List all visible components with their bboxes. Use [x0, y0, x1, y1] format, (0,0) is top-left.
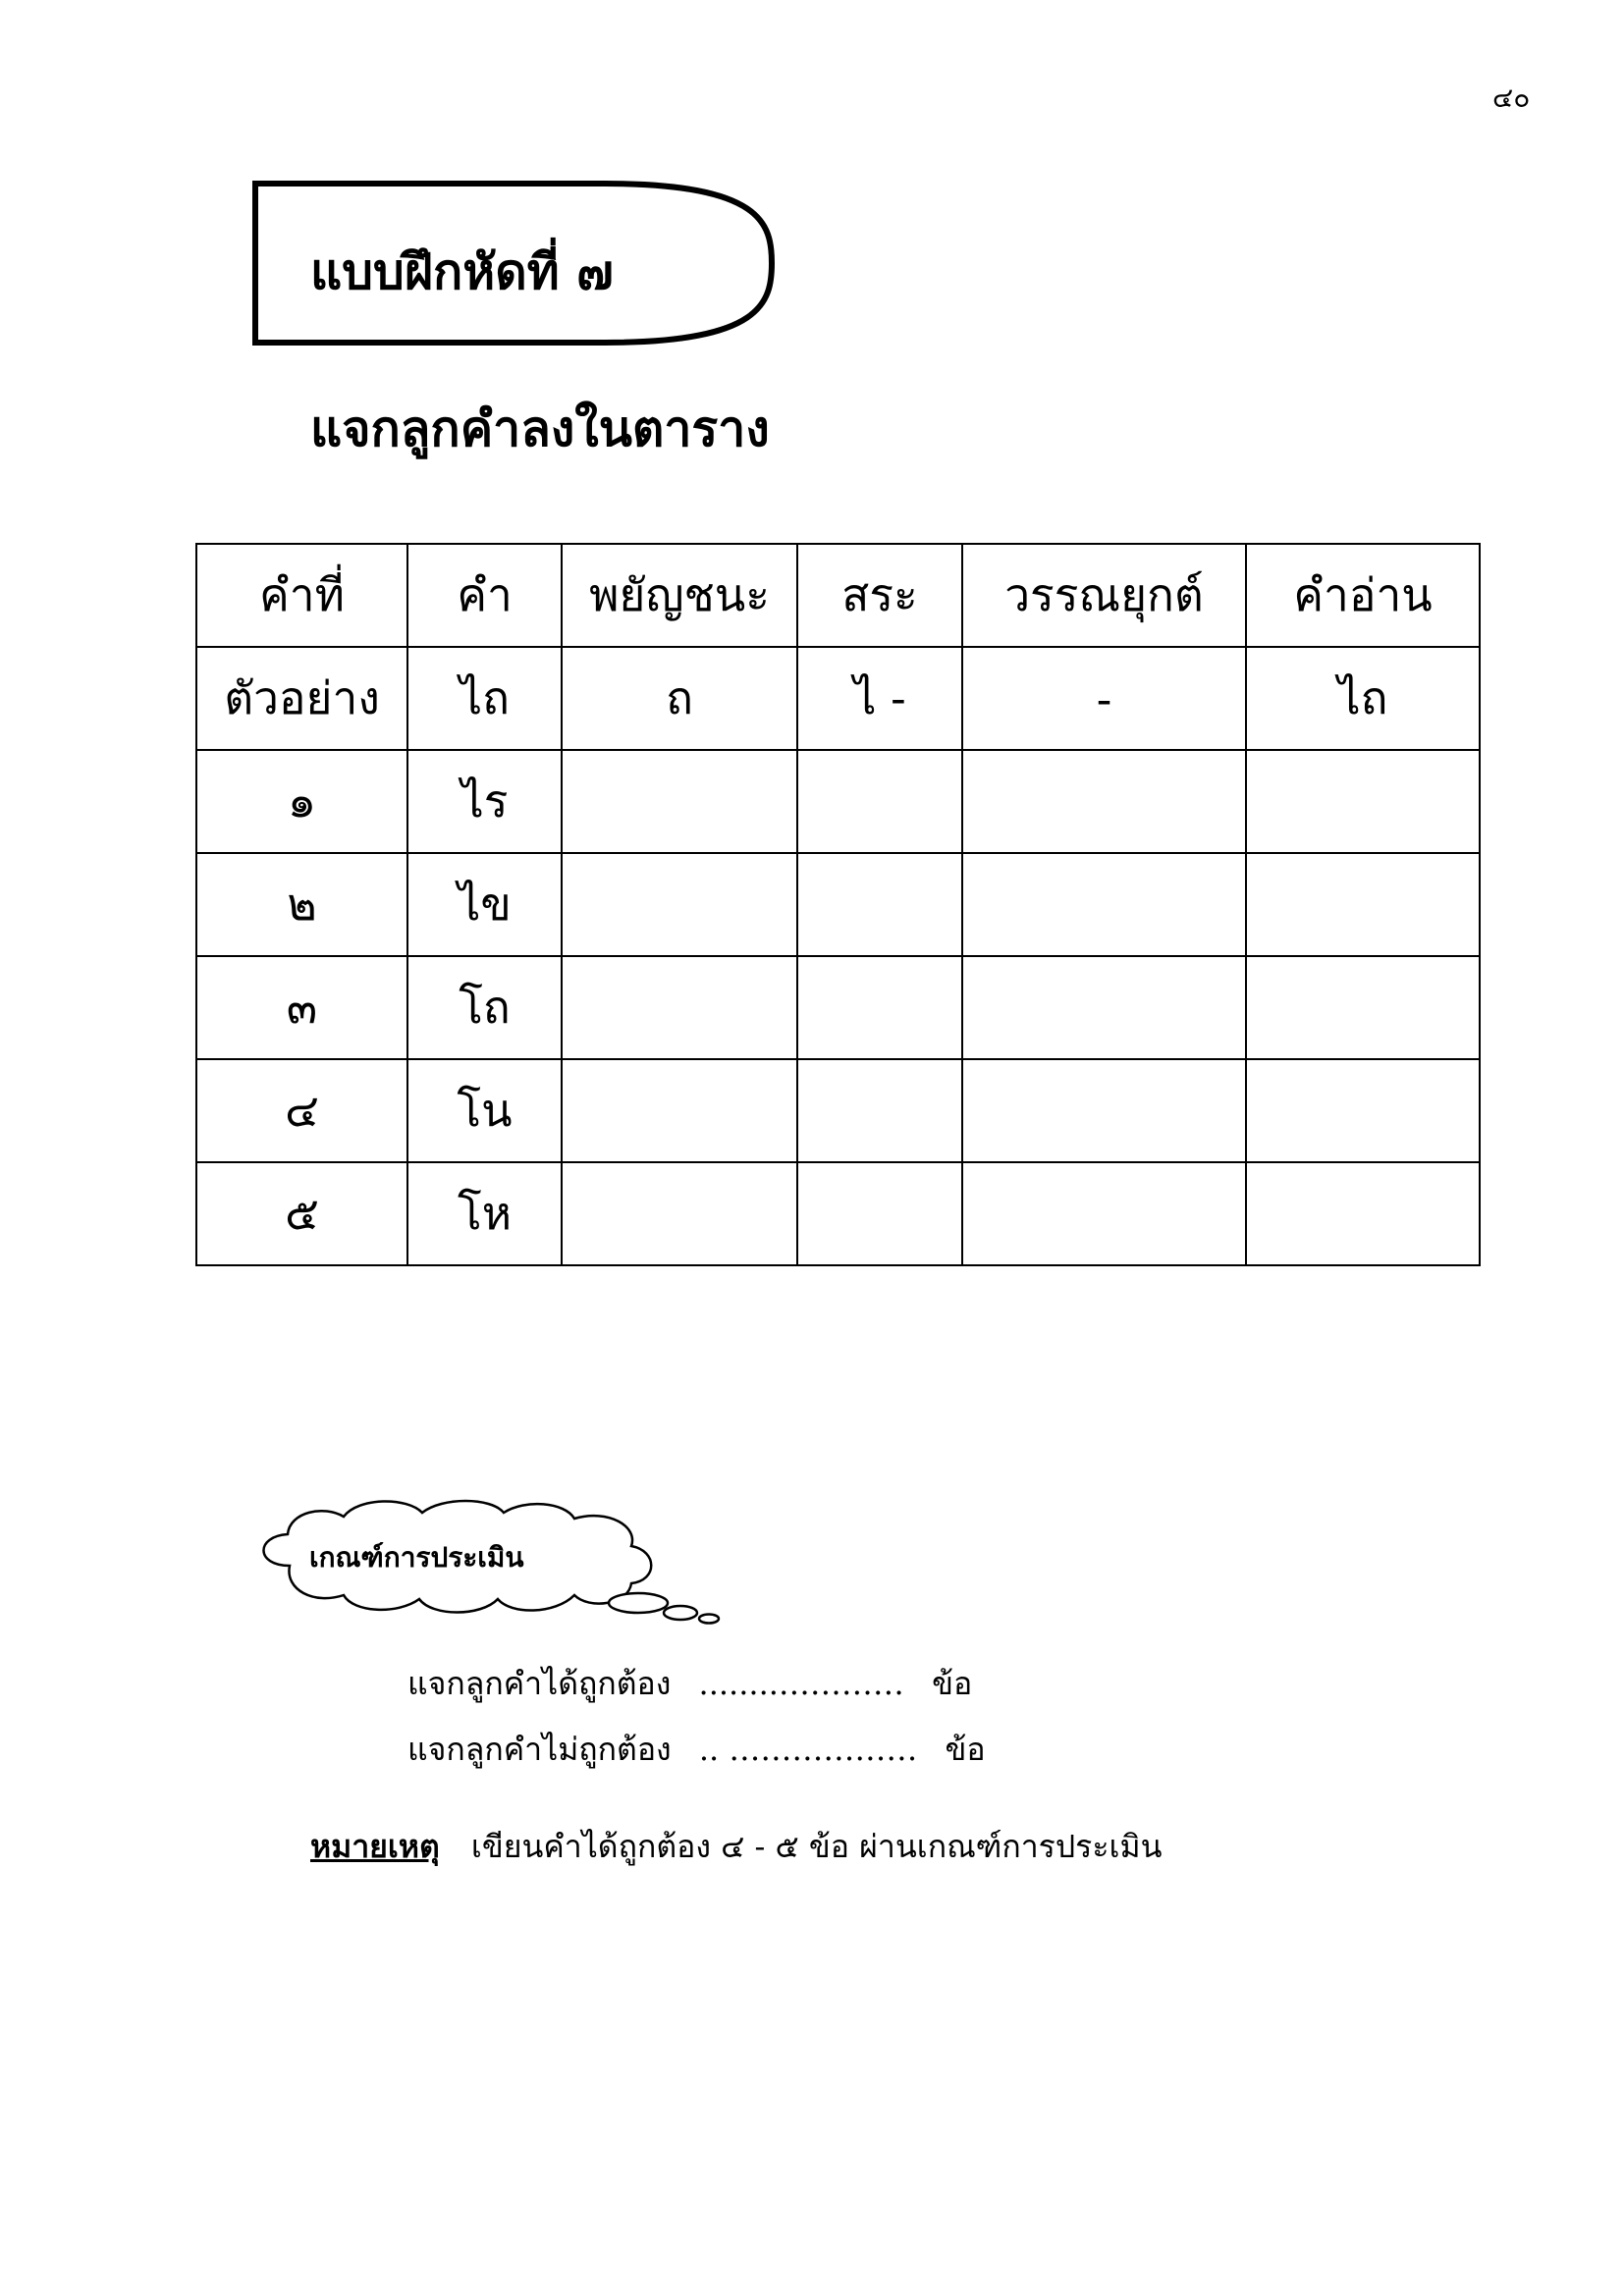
- answer-cell[interactable]: [962, 1059, 1246, 1162]
- criteria-correct-line: [407, 1659, 972, 1709]
- table-row: [196, 1162, 1480, 1265]
- table-row: [196, 956, 1480, 1059]
- table-cell: โถ: [407, 956, 562, 1059]
- answer-cell[interactable]: [797, 750, 962, 853]
- answer-cell[interactable]: [797, 1162, 962, 1265]
- answer-cell[interactable]: [1246, 956, 1480, 1059]
- criteria-incorrect-label: แจกลูกคำไม่ถูกต้อง: [407, 1731, 672, 1768]
- answer-cell[interactable]: [562, 750, 797, 853]
- answer-cell[interactable]: [962, 750, 1246, 853]
- header-cell-vowel: สระ: [797, 544, 962, 647]
- header-cell-pronunciation: คำอ่าน: [1246, 544, 1480, 647]
- table-row: [196, 750, 1480, 853]
- header-cell-consonant: พยัญชนะ: [562, 544, 797, 647]
- criteria-incorrect-unit: ข้อ: [945, 1731, 986, 1768]
- table-cell: ไร: [407, 750, 562, 853]
- criteria-correct-unit: ข้อ: [932, 1665, 973, 1702]
- header-cell-word-number: คำที่: [196, 544, 407, 647]
- answer-cell[interactable]: [1246, 750, 1480, 853]
- table-cell: ไถ: [1246, 647, 1480, 750]
- answer-cell[interactable]: [797, 956, 962, 1059]
- table-row: [196, 853, 1480, 956]
- answer-cell[interactable]: [1246, 1162, 1480, 1265]
- answer-cell[interactable]: [562, 1162, 797, 1265]
- table-cell: ๔: [196, 1059, 407, 1162]
- note-text: เขียนคำได้ถูกต้อง ๔ - ๕ ข้อ ผ่านเกณฑ์การประเมิน: [470, 1828, 1163, 1865]
- answer-cell[interactable]: [962, 1162, 1246, 1265]
- answer-cell[interactable]: [962, 956, 1246, 1059]
- criteria-correct-blank[interactable]: ........…………: [698, 1665, 904, 1702]
- table-cell: ตัวอย่าง: [196, 647, 407, 750]
- table-cell: ไถ: [407, 647, 562, 750]
- table-cell: ๕: [196, 1162, 407, 1265]
- table-cell: ๒: [196, 853, 407, 956]
- table-cell: โน: [407, 1059, 562, 1162]
- table-cell: ๑: [196, 750, 407, 853]
- answer-cell[interactable]: [962, 853, 1246, 956]
- table-row: [196, 1059, 1480, 1162]
- table-cell: โห: [407, 1162, 562, 1265]
- word-breakdown-table: [195, 543, 1481, 1266]
- criteria-correct-label: แจกลูกคำได้ถูกต้อง: [407, 1665, 672, 1702]
- instruction-heading: แจกลูกคำลงในตาราง: [310, 400, 770, 457]
- table-cell: -: [962, 647, 1246, 750]
- table-header-row: [196, 544, 1480, 647]
- table-cell: ไข: [407, 853, 562, 956]
- exercise-title-badge: [251, 180, 777, 347]
- evaluation-heading: เกณฑ์การประเมิน: [309, 1541, 524, 1574]
- table-cell: ถ: [562, 647, 797, 750]
- answer-cell[interactable]: [1246, 853, 1480, 956]
- answer-cell[interactable]: [562, 956, 797, 1059]
- answer-cell[interactable]: [1246, 1059, 1480, 1162]
- page-number: ๔๐: [1492, 81, 1531, 114]
- answer-cell[interactable]: [797, 1059, 962, 1162]
- table-cell: ๓: [196, 956, 407, 1059]
- answer-cell[interactable]: [562, 853, 797, 956]
- criteria-incorrect-blank[interactable]: .. ………………: [698, 1731, 918, 1768]
- answer-cell[interactable]: [562, 1059, 797, 1162]
- answer-cell[interactable]: [797, 853, 962, 956]
- evaluation-cloud: [250, 1497, 722, 1629]
- header-cell-tone-mark: วรรณยุกต์: [962, 544, 1246, 647]
- note-line: [310, 1822, 1162, 1872]
- table-cell: ไ -: [797, 647, 962, 750]
- header-cell-word: คำ: [407, 544, 562, 647]
- note-label: หมายเหตุ: [310, 1828, 440, 1865]
- table-row-example: [196, 647, 1480, 750]
- criteria-incorrect-line: [407, 1725, 986, 1775]
- exercise-title: แบบฝึกหัดที่ ๗: [310, 242, 614, 300]
